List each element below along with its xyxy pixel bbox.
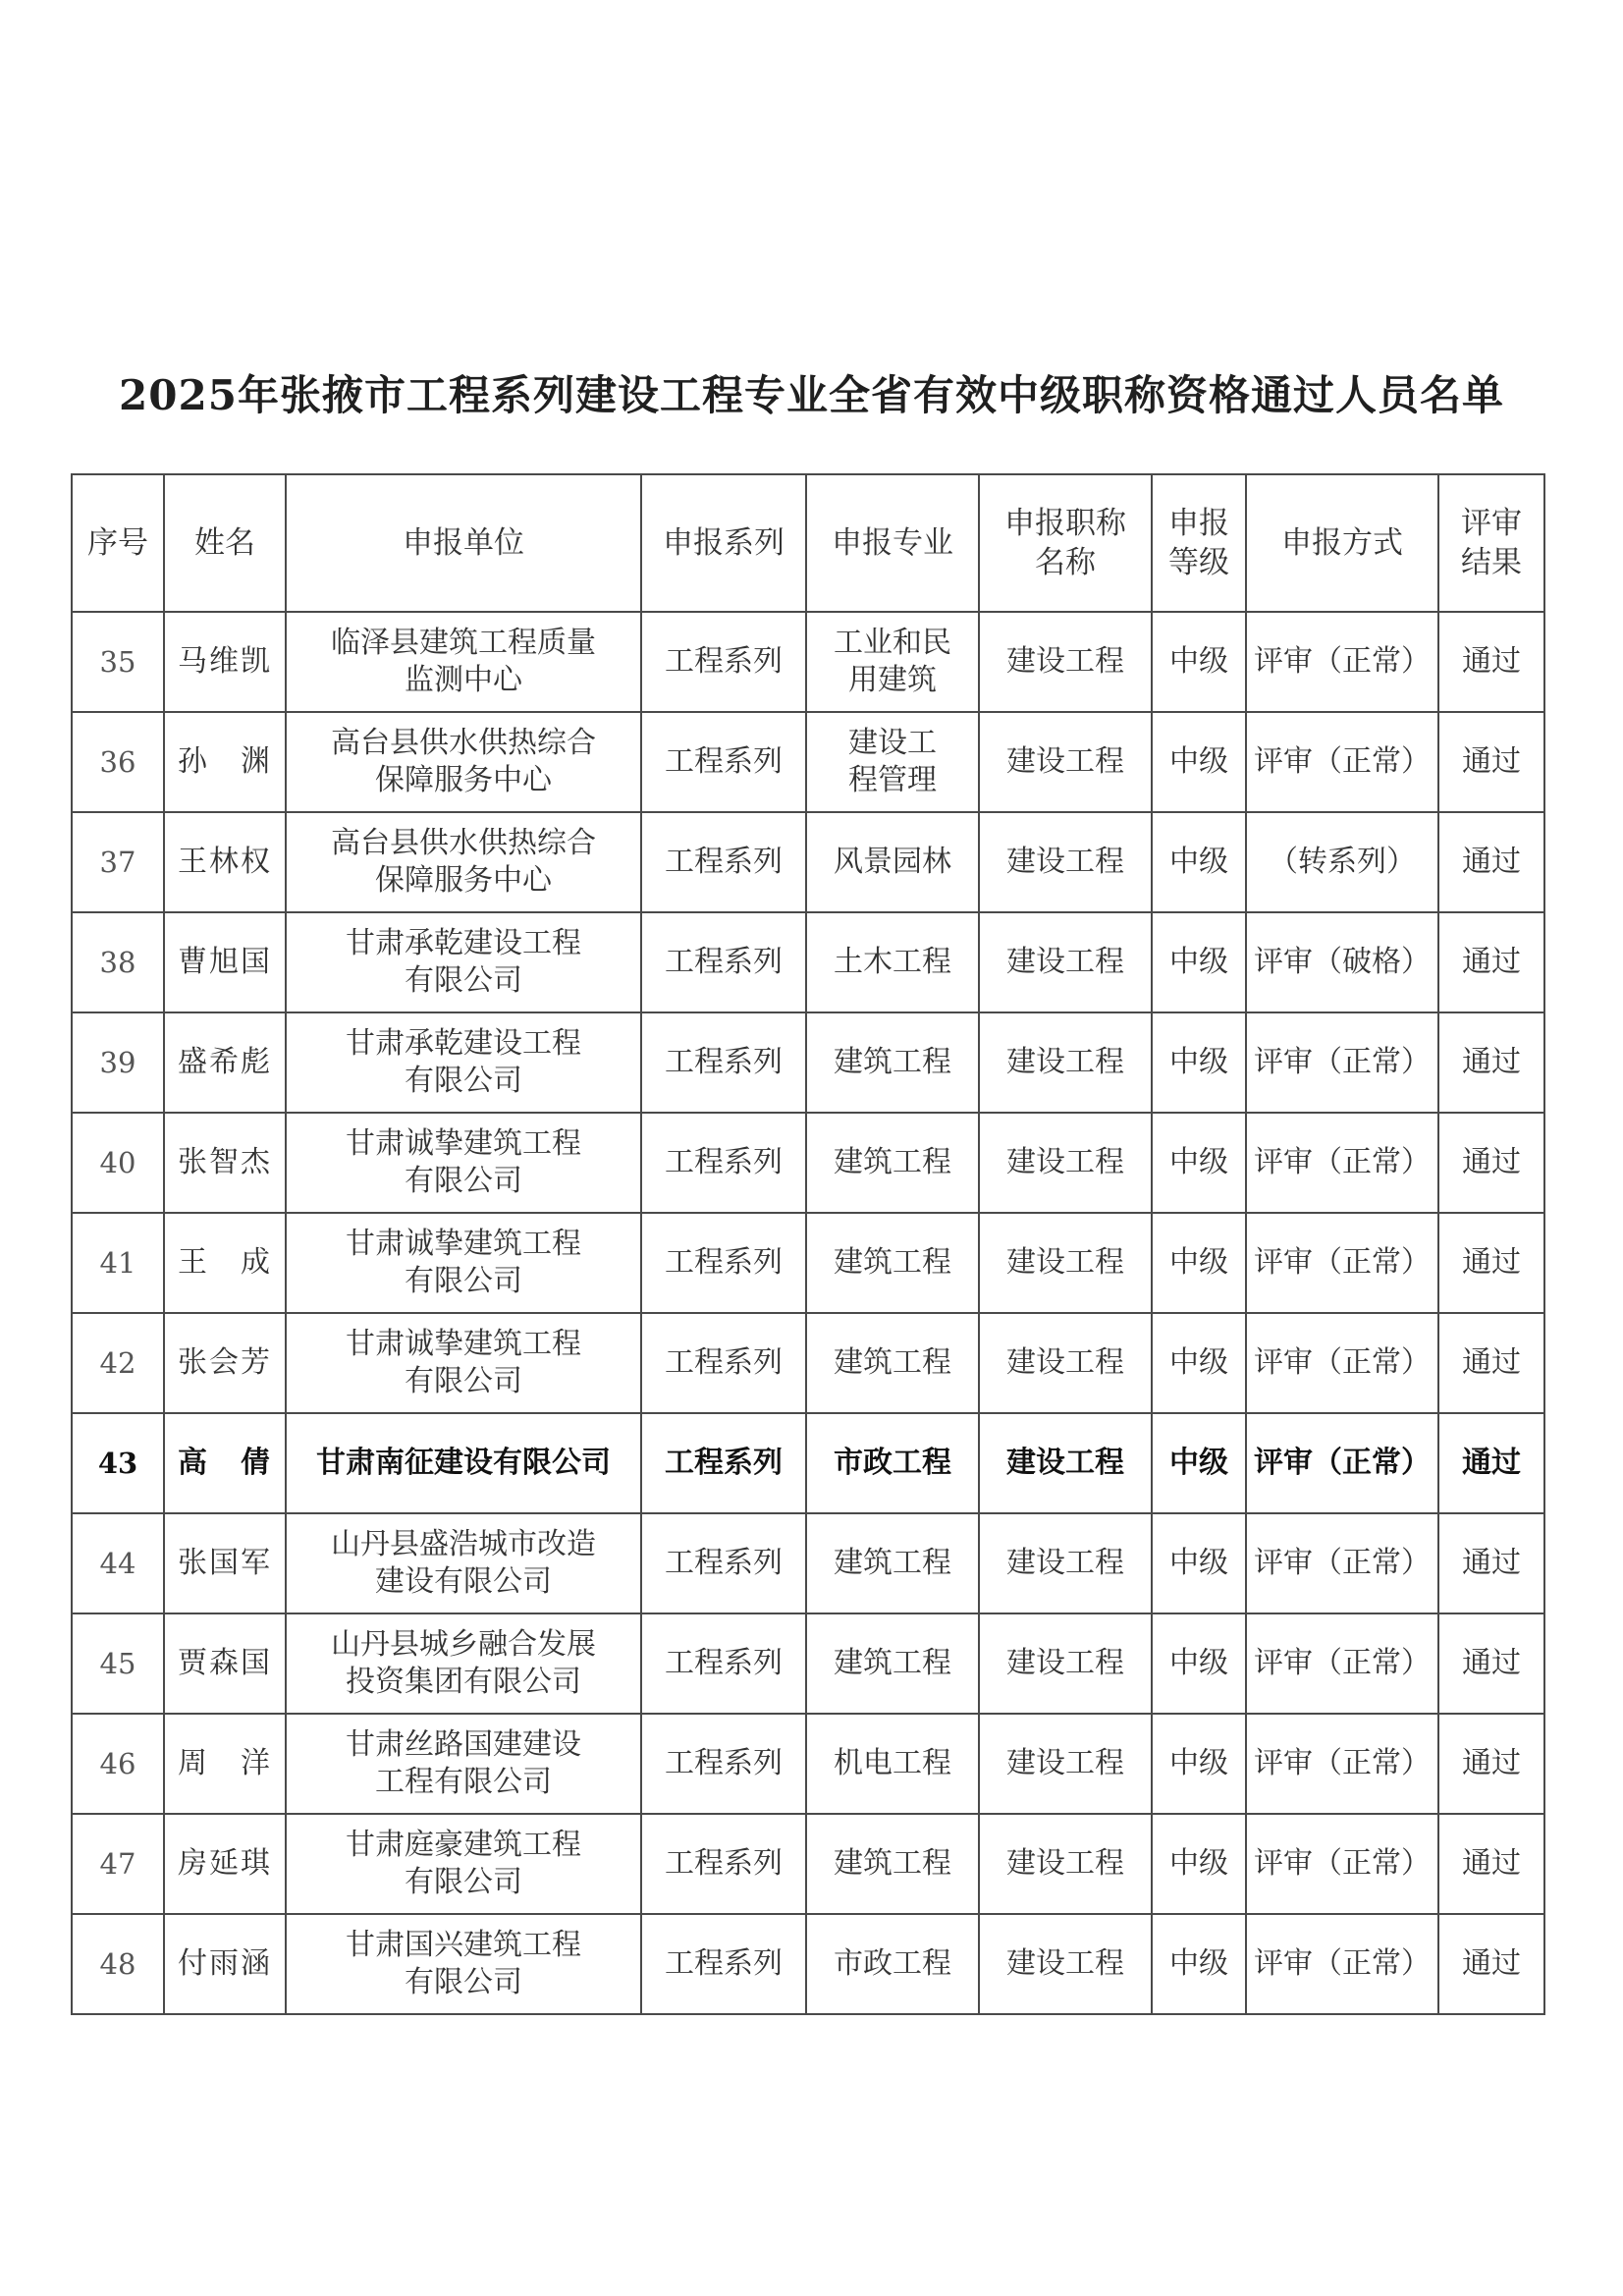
cell-series: 工程系列 [641, 612, 806, 712]
cell-series: 工程系列 [641, 1213, 806, 1313]
cell-result: 通过 [1438, 1012, 1544, 1113]
cell-level: 中级 [1152, 1914, 1246, 2014]
cell-method: 评审（正常） [1246, 1513, 1438, 1613]
cell-unit: 山丹县盛浩城市改造 建设有限公司 [286, 1513, 641, 1613]
cell-major: 建筑工程 [806, 1213, 979, 1313]
cell-result: 通过 [1438, 1113, 1544, 1213]
table-body [72, 612, 1544, 2014]
header-level: 申报 等级 [1152, 474, 1246, 612]
cell-seq: 41 [72, 1213, 164, 1313]
cell-major: 建筑工程 [806, 1513, 979, 1613]
cell-seq: 38 [72, 912, 164, 1012]
cell-level: 中级 [1152, 1814, 1246, 1914]
cell-series: 工程系列 [641, 812, 806, 912]
cell-series: 工程系列 [641, 1513, 806, 1613]
cell-title: 建设工程 [979, 1914, 1152, 2014]
cell-series: 工程系列 [641, 1814, 806, 1914]
cell-name: 曹旭国 [164, 912, 286, 1012]
cell-level: 中级 [1152, 612, 1246, 712]
cell-unit: 甘肃承乾建设工程 有限公司 [286, 1012, 641, 1113]
cell-method: 评审（正常） [1246, 1814, 1438, 1914]
cell-title: 建设工程 [979, 1113, 1152, 1213]
cell-series: 工程系列 [641, 1413, 806, 1513]
cell-level: 中级 [1152, 712, 1246, 812]
cell-method: （转系列） [1246, 812, 1438, 912]
cell-result: 通过 [1438, 1213, 1544, 1313]
cell-level: 中级 [1152, 1313, 1246, 1413]
cell-series: 工程系列 [641, 1012, 806, 1113]
cell-result: 通过 [1438, 1613, 1544, 1714]
cell-level: 中级 [1152, 1714, 1246, 1814]
cell-result: 通过 [1438, 612, 1544, 712]
cell-method: 评审（正常） [1246, 1413, 1438, 1513]
cell-method: 评审（正常） [1246, 1113, 1438, 1213]
table-row [72, 1213, 1544, 1313]
cell-title: 建设工程 [979, 1213, 1152, 1313]
cell-level: 中级 [1152, 1613, 1246, 1714]
cell-method: 评审（正常） [1246, 1313, 1438, 1413]
cell-major: 建设工 程管理 [806, 712, 979, 812]
cell-seq: 42 [72, 1313, 164, 1413]
cell-unit: 甘肃诚挚建筑工程 有限公司 [286, 1113, 641, 1213]
cell-name: 房延琪 [164, 1814, 286, 1914]
cell-method: 评审（破格） [1246, 912, 1438, 1012]
cell-name: 孙 渊 [164, 712, 286, 812]
cell-result: 通过 [1438, 912, 1544, 1012]
cell-name: 张会芳 [164, 1313, 286, 1413]
cell-series: 工程系列 [641, 912, 806, 1012]
header-seq: 序号 [72, 474, 164, 612]
cell-seq: 37 [72, 812, 164, 912]
cell-level: 中级 [1152, 1213, 1246, 1313]
cell-series: 工程系列 [641, 712, 806, 812]
cell-title: 建设工程 [979, 1814, 1152, 1914]
cell-major: 建筑工程 [806, 1113, 979, 1213]
cell-name: 马维凯 [164, 612, 286, 712]
cell-unit: 甘肃诚挚建筑工程 有限公司 [286, 1313, 641, 1413]
cell-method: 评审（正常） [1246, 1613, 1438, 1714]
cell-name: 周 洋 [164, 1714, 286, 1814]
cell-result: 通过 [1438, 1814, 1544, 1914]
cell-method: 评审（正常） [1246, 712, 1438, 812]
table-header-row [72, 474, 1544, 612]
table-row [72, 1313, 1544, 1413]
table-row [72, 1413, 1544, 1513]
cell-series: 工程系列 [641, 1613, 806, 1714]
table-row [72, 712, 1544, 812]
table-row [72, 1613, 1544, 1714]
cell-unit: 甘肃承乾建设工程 有限公司 [286, 912, 641, 1012]
cell-major: 建筑工程 [806, 1814, 979, 1914]
cell-method: 评审（正常） [1246, 1213, 1438, 1313]
table-row [72, 1814, 1544, 1914]
cell-seq: 46 [72, 1714, 164, 1814]
cell-name: 张智杰 [164, 1113, 286, 1213]
cell-major: 市政工程 [806, 1413, 979, 1513]
cell-title: 建设工程 [979, 712, 1152, 812]
cell-major: 建筑工程 [806, 1613, 979, 1714]
table-row [72, 1012, 1544, 1113]
cell-seq: 36 [72, 712, 164, 812]
cell-level: 中级 [1152, 812, 1246, 912]
cell-result: 通过 [1438, 1313, 1544, 1413]
cell-title: 建设工程 [979, 1313, 1152, 1413]
cell-seq: 35 [72, 612, 164, 712]
cell-seq: 39 [72, 1012, 164, 1113]
cell-title: 建设工程 [979, 612, 1152, 712]
header-unit: 申报单位 [286, 474, 641, 612]
table-row [72, 612, 1544, 712]
cell-result: 通过 [1438, 1513, 1544, 1613]
cell-major: 市政工程 [806, 1914, 979, 2014]
cell-level: 中级 [1152, 912, 1246, 1012]
header-series: 申报系列 [641, 474, 806, 612]
cell-seq: 43 [72, 1413, 164, 1513]
cell-series: 工程系列 [641, 1313, 806, 1413]
header-result: 评审 结果 [1438, 474, 1544, 612]
cell-level: 中级 [1152, 1513, 1246, 1613]
cell-major: 土木工程 [806, 912, 979, 1012]
cell-title: 建设工程 [979, 1413, 1152, 1513]
table-row [72, 1513, 1544, 1613]
table-row [72, 1914, 1544, 2014]
cell-series: 工程系列 [641, 1113, 806, 1213]
cell-unit: 甘肃国兴建筑工程 有限公司 [286, 1914, 641, 2014]
cell-title: 建设工程 [979, 1714, 1152, 1814]
cell-result: 通过 [1438, 712, 1544, 812]
cell-title: 建设工程 [979, 812, 1152, 912]
cell-name: 王 成 [164, 1213, 286, 1313]
cell-major: 风景园林 [806, 812, 979, 912]
cell-name: 付雨涵 [164, 1914, 286, 2014]
cell-name: 张国军 [164, 1513, 286, 1613]
cell-major: 建筑工程 [806, 1012, 979, 1113]
cell-result: 通过 [1438, 1413, 1544, 1513]
cell-name: 贾森国 [164, 1613, 286, 1714]
cell-unit: 甘肃诚挚建筑工程 有限公司 [286, 1213, 641, 1313]
cell-method: 评审（正常） [1246, 612, 1438, 712]
cell-result: 通过 [1438, 1714, 1544, 1814]
cell-unit: 山丹县城乡融合发展 投资集团有限公司 [286, 1613, 641, 1714]
table-row [72, 1714, 1544, 1814]
cell-major: 工业和民 用建筑 [806, 612, 979, 712]
page-title: 2025年张掖市工程系列建设工程专业全省有效中级职称资格通过人员名单 [119, 371, 1504, 419]
cell-unit: 甘肃庭豪建筑工程 有限公司 [286, 1814, 641, 1914]
header-name: 姓名 [164, 474, 286, 612]
cell-unit: 高台县供水供热综合 保障服务中心 [286, 712, 641, 812]
cell-seq: 48 [72, 1914, 164, 2014]
cell-title: 建设工程 [979, 1613, 1152, 1714]
cell-major: 建筑工程 [806, 1313, 979, 1413]
cell-seq: 45 [72, 1613, 164, 1714]
cell-name: 高 倩 [164, 1413, 286, 1513]
cell-result: 通过 [1438, 812, 1544, 912]
cell-title: 建设工程 [979, 912, 1152, 1012]
header-title: 申报职称 名称 [979, 474, 1152, 612]
cell-method: 评审（正常） [1246, 1914, 1438, 2014]
cell-level: 中级 [1152, 1413, 1246, 1513]
header-method: 申报方式 [1246, 474, 1438, 612]
cell-name: 王林权 [164, 812, 286, 912]
cell-unit: 高台县供水供热综合 保障服务中心 [286, 812, 641, 912]
table-row [72, 1113, 1544, 1213]
cell-name: 盛希彪 [164, 1012, 286, 1113]
cell-result: 通过 [1438, 1914, 1544, 2014]
cell-unit: 临泽县建筑工程质量 监测中心 [286, 612, 641, 712]
cell-seq: 40 [72, 1113, 164, 1213]
cell-title: 建设工程 [979, 1012, 1152, 1113]
cell-level: 中级 [1152, 1012, 1246, 1113]
cell-series: 工程系列 [641, 1914, 806, 2014]
table-row [72, 912, 1544, 1012]
cell-unit: 甘肃南征建设有限公司 [286, 1413, 641, 1513]
cell-seq: 44 [72, 1513, 164, 1613]
cell-series: 工程系列 [641, 1714, 806, 1814]
cell-unit: 甘肃丝路国建建设 工程有限公司 [286, 1714, 641, 1814]
cell-method: 评审（正常） [1246, 1012, 1438, 1113]
roster-table [71, 473, 1545, 2015]
cell-level: 中级 [1152, 1113, 1246, 1213]
cell-method: 评审（正常） [1246, 1714, 1438, 1814]
cell-title: 建设工程 [979, 1513, 1152, 1613]
header-major: 申报专业 [806, 474, 979, 612]
table-row [72, 812, 1544, 912]
cell-major: 机电工程 [806, 1714, 979, 1814]
cell-seq: 47 [72, 1814, 164, 1914]
